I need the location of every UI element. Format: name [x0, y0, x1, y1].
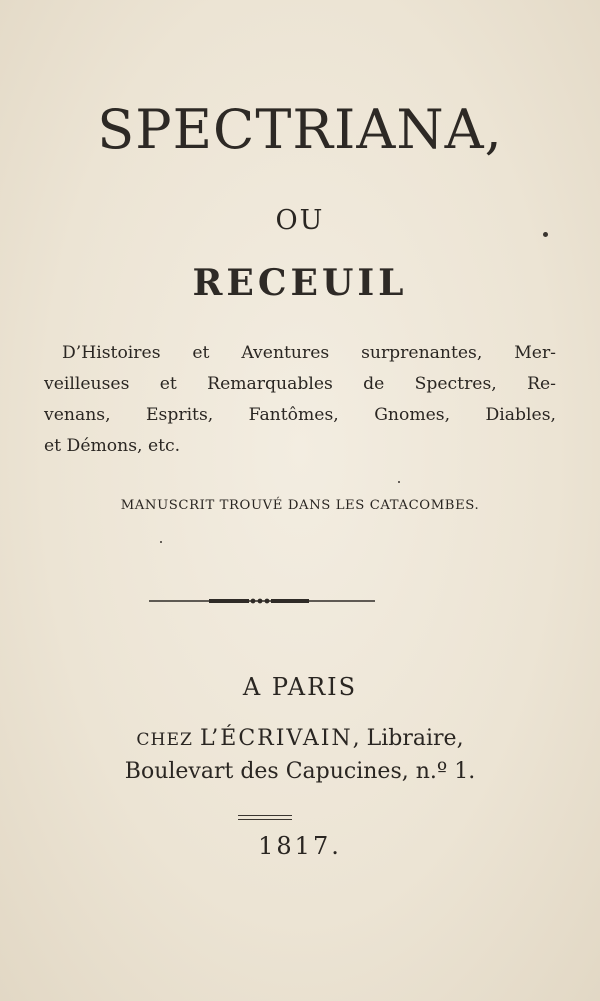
book-subtitle: RECEUIL: [192, 262, 408, 304]
description-line-1: D’Histoires et Aventures surprenantes, Mer-: [62, 343, 556, 363]
book-title: SPECTRIANA,: [97, 98, 503, 161]
title-conjunction: OU: [275, 205, 325, 236]
publication-year: 1817.: [258, 832, 342, 860]
publisher-name: L’ÉCRIVAIN: [199, 726, 353, 751]
rule-bottom: [238, 819, 292, 820]
description-line-2: veilleuses et Remarquables de Spectres, Re-: [44, 374, 556, 394]
ink-speck: [160, 541, 162, 543]
ink-speck: [398, 481, 400, 483]
manuscript-note: MANUSCRIT TROUVÉ DANS LES CATACOMBES.: [120, 498, 480, 513]
description-line-3: venans, Esprits, Fantômes, Gnomes, Diables,: [44, 405, 556, 425]
imprint-address: Boulevart des Capucines, n.º 1.: [124, 759, 476, 784]
rule-top: [238, 815, 292, 816]
imprint-place: A PARIS: [242, 673, 358, 701]
publisher-role: , Libraire,: [352, 726, 464, 751]
imprint-publisher: [0, 726, 600, 751]
ornamental-divider: [149, 597, 375, 605]
description-line-4: et Démons, etc.: [44, 436, 181, 456]
publisher-prefix: CHEZ: [136, 730, 193, 750]
